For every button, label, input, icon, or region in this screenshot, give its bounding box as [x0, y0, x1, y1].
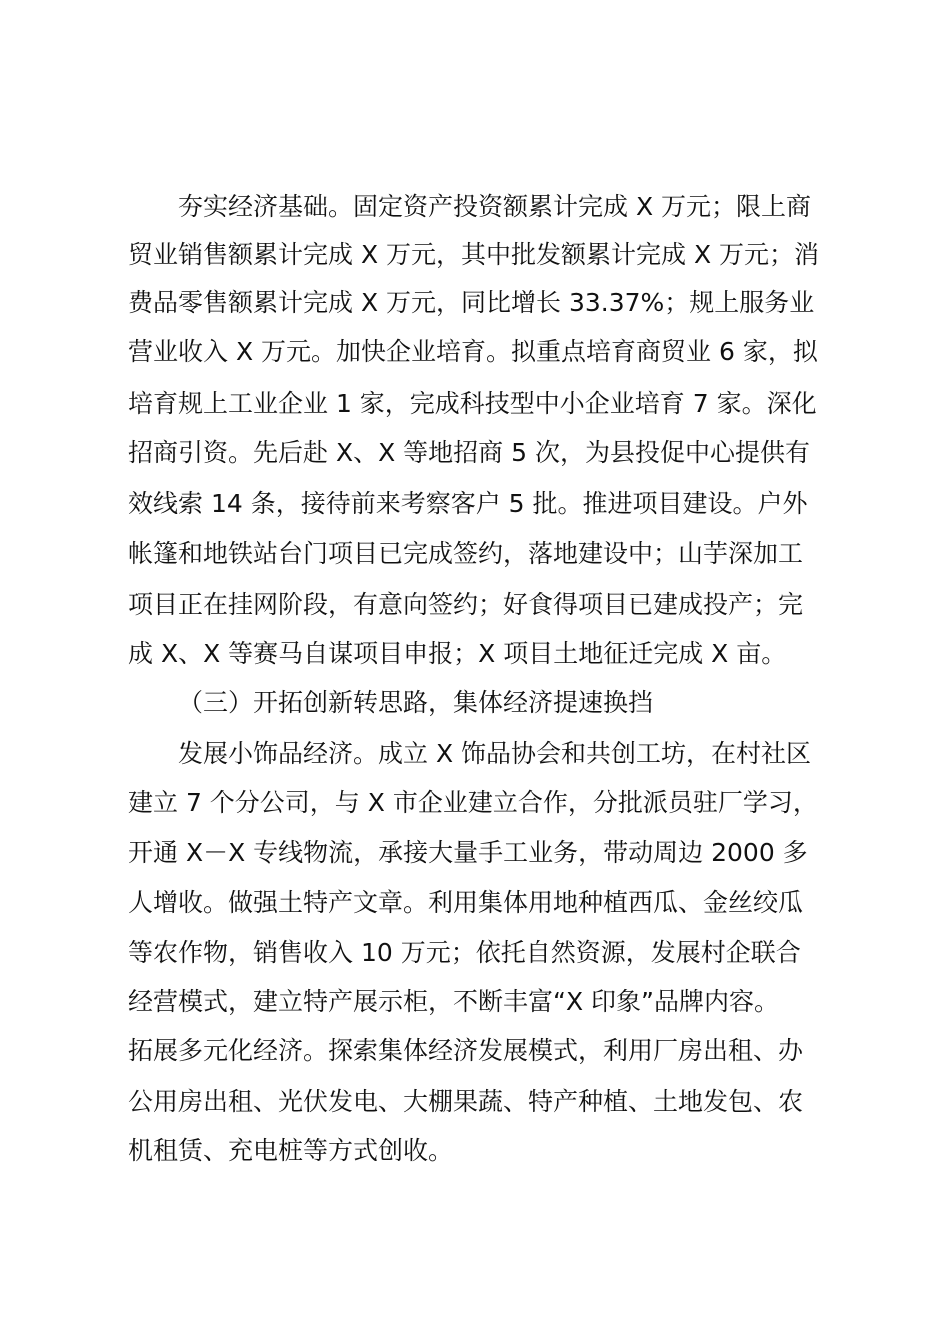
- paragraph-2-line-8: 公用房出租、光伏发电、大棚果蔬、特产种植、土地发包、农: [128, 1087, 804, 1116]
- paragraph-2-line-9: 机租赁、充电桩等方式创收。: [128, 1136, 454, 1165]
- section-heading: （三）开拓创新转思路，集体经济提速换挡: [178, 688, 654, 717]
- paragraph-2-line-1: 发展小饰品经济。成立 X 饰品协会和共创工坊，在村社区: [178, 739, 812, 768]
- paragraph-1-line-5: 培育规上工业企业 1 家，完成科技型中小企业培育 7 家。深化: [128, 389, 817, 418]
- paragraph-1-line-3: 费品零售额累计完成 X 万元，同比增长 33.37%；规上服务业: [128, 288, 815, 317]
- paragraph-2-line-6: 经营模式，建立特产展示柜，不断丰富“X 印象”品牌内容。: [128, 987, 779, 1016]
- paragraph-1-line-4: 营业收入 X 万元。加快企业培育。拟重点培育商贸业 6 家，拟: [128, 337, 818, 366]
- paragraph-1-line-7: 效线索 14 条，接待前来考察客户 5 批。推进项目建设。户外: [128, 489, 808, 518]
- paragraph-1-line-9: 项目正在挂网阶段，有意向签约；好食得项目已建成投产；完: [128, 590, 804, 619]
- paragraph-1-line-2: 贸业销售额累计完成 X 万元，其中批发额累计完成 X 万元；消: [128, 240, 820, 269]
- paragraph-2-line-4: 人增收。做强土特产文章。利用集体用地种植西瓜、金丝绞瓜: [128, 888, 804, 917]
- paragraph-2-line-5: 等农作物，销售收入 10 万元；依托自然资源，发展村企联合: [128, 938, 801, 967]
- paragraph-1-line-8: 帐篷和地铁站台门项目已完成签约，落地建设中；山芋深加工: [128, 539, 804, 568]
- paragraph-1-line-10: 成 X、X 等赛马自谋项目申报；X 项目土地征迁完成 X 亩。: [128, 639, 787, 668]
- paragraph-1-line-1: 夯实经济基础。固定资产投资额累计完成 X 万元；限上商: [178, 192, 812, 221]
- paragraph-2-line-3: 开通 X－X 专线物流，承接大量手工业务，带动周边 2000 多: [128, 838, 808, 867]
- paragraph-2-line-2: 建立 7 个分公司，与 X 市企业建立合作，分批派员驻厂学习，: [128, 788, 818, 817]
- paragraph-1-line-6: 招商引资。先后赴 X、X 等地招商 5 次，为县投促中心提供有: [128, 438, 810, 467]
- paragraph-2-line-7: 拓展多元化经济。探索集体经济发展模式，利用厂房出租、办: [128, 1036, 804, 1065]
